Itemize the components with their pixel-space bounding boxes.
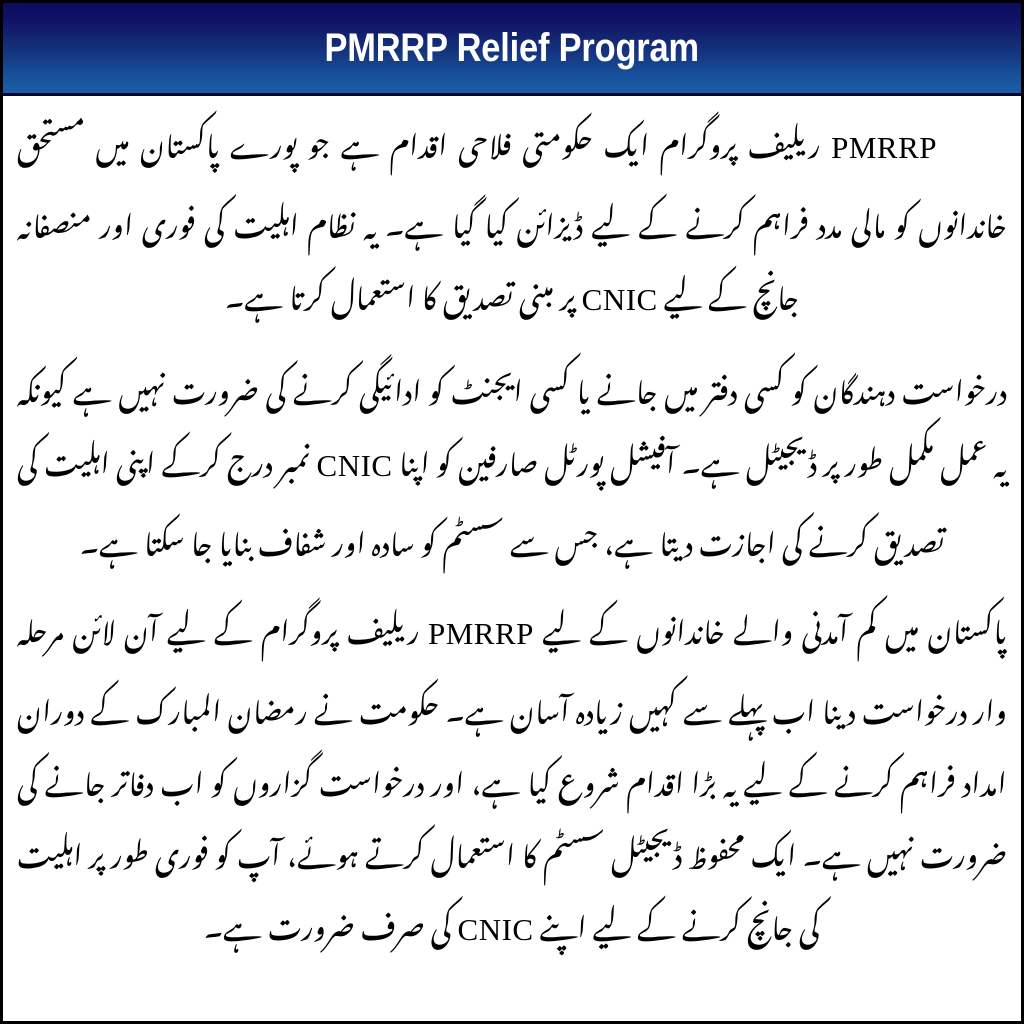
paragraph-digital-process: درخواست دہندگان کو کسی دفتر میں جانے یا کسی ایجنٹ کو ادائیگی کرنے کی ضرورت نہیں ہے کیونکہ یہ عمل مکمل طور پر ڈیجیٹل ہے۔ آفیشل پورٹل صارفین کو اپنا CNIC نمبر درج کرکے اپنی اہلیت کی تصدیق کرنے کی اجازت دیتا ہے، جس سے سسٹم کو سادہ اور شفاف بنایا جا سکتا ہے۔ xyxy=(17,350,1007,574)
acronym-cnic: CNIC xyxy=(457,912,534,947)
page-title: PMRRP Relief Program xyxy=(324,26,700,70)
paragraph-online-application: پاکستان میں کم آمدنی والے خاندانوں کے لیے PMRRP ریلیف پروگرام کے لیے آن لائن مرحلہ وار درخواست دینا اب پہلے سے کہیں زیادہ آسان ہے۔ حکومت نے رمضان المبارک کے دوران امداد فراہم کرنے کے لیے یہ بڑا اقدام شروع کیا ہے، اور درخواست گزاروں کو اب دفاتر جانے کی ضرورت نہیں ہے۔ ایک محفوظ ڈیجیٹل سسٹم کا استعمال کرتے ہوئے، آپ کو فوری طور پر اہلیت کی جانچ کرنے کے لیے اپنے CNIC کی صرف ضرورت ہے۔ xyxy=(17,590,1007,958)
header-banner xyxy=(3,3,1021,96)
acronym-cnic: CNIC xyxy=(581,282,658,317)
acronym-cnic: CNIC xyxy=(316,448,393,483)
acronym-pmrrp: PMRRP xyxy=(831,130,937,165)
article-body xyxy=(3,96,1021,1021)
paragraph-intro: PMRRP ریلیف پروگرام ایک حکومتی فلاحی اقدام ہے جو پورے پاکستان میں مستحق خاندانوں کو مالی مدد فراہم کرنے کے لیے ڈیزائن کیا گیا ہے۔ یہ نظام اہلیت کی فوری اور منصفانہ جانچ کے لیے CNIC پر مبنی تصدیق کا استعمال کرتا ہے۔ xyxy=(17,104,1007,328)
acronym-pmrrp: PMRRP xyxy=(427,616,534,651)
